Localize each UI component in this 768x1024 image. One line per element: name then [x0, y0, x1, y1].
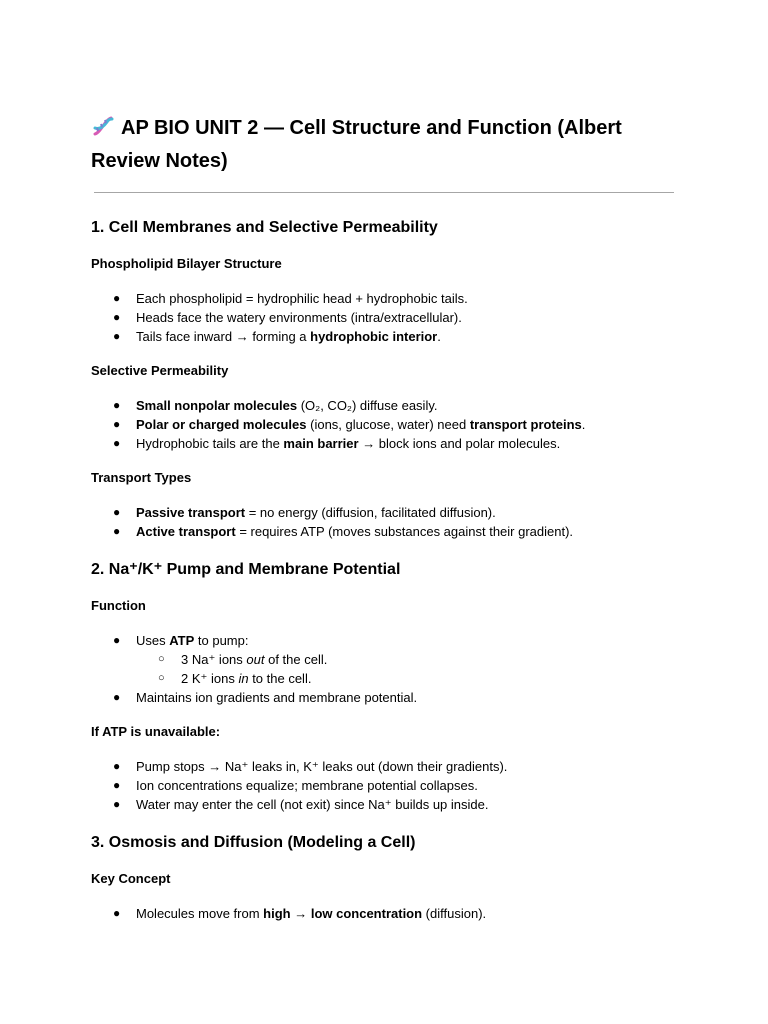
list-transport: [91, 503, 681, 541]
list-item: ● Active transport = requires ATP (moves substances against their gradient).: [113, 524, 574, 539]
bullet-icon: ●: [113, 690, 121, 704]
list-bilayer: [91, 289, 681, 346]
bullet-icon: ●: [113, 759, 121, 773]
document-title: [91, 114, 681, 176]
list-item: ● Maintains ion gradients and membrane potential.: [113, 690, 418, 705]
bullet-icon: ●: [113, 436, 121, 450]
list-no-atp: [91, 757, 681, 814]
hollow-bullet-icon: ○: [158, 653, 165, 665]
list-function: [91, 631, 681, 707]
bullet-icon: ●: [113, 310, 121, 324]
bullet-icon: ●: [113, 291, 121, 305]
list-item: ● Molecules move from high → low concentration (diffusion).: [113, 906, 487, 921]
subheading-no-atp: If ATP is unavailable:: [91, 724, 221, 739]
list-item: ● Small nonpolar molecules (O₂, CO₂) diffuse easily.: [113, 398, 438, 413]
bullet-icon: ●: [113, 524, 121, 538]
list-item-nested: ○ 3 Na⁺ ions out of the cell.: [158, 652, 328, 667]
subheading-key-concept: Key Concept: [91, 871, 171, 886]
document-page: [91, 114, 681, 923]
subheading-transport: Transport Types: [91, 470, 192, 485]
dna-icon: [91, 114, 115, 147]
list-item: ● Polar or charged molecules (ions, glucose, water) need transport proteins.: [113, 417, 586, 432]
list-key-concept: [91, 904, 681, 923]
bullet-icon: ●: [113, 797, 121, 811]
subheading-permeability: Selective Permeability: [91, 363, 229, 378]
list-item: ● Uses ATP to pump:: [113, 633, 249, 648]
list-item: ● Tails face inward → forming a hydrophobic interior.: [113, 329, 441, 344]
bullet-icon: ●: [113, 778, 121, 792]
list-permeability: [91, 396, 681, 453]
section-heading-3: 3. Osmosis and Diffusion (Modeling a Cell): [91, 834, 416, 851]
list-item-nested: ○ 2 K⁺ ions in to the cell.: [158, 671, 312, 686]
hollow-bullet-icon: ○: [158, 672, 165, 684]
bullet-icon: ●: [113, 633, 121, 647]
bullet-icon: ●: [113, 398, 121, 412]
bullet-icon: ●: [113, 505, 121, 519]
horizontal-rule: [94, 192, 674, 193]
subheading-bilayer: Phospholipid Bilayer Structure: [91, 256, 282, 271]
bullet-icon: ●: [113, 417, 121, 431]
subheading-function: Function: [91, 598, 146, 613]
bullet-icon: ●: [113, 906, 121, 920]
list-item: ● Pump stops → Na⁺ leaks in, K⁺ leaks out (down their gradients).: [113, 759, 508, 774]
bullet-icon: ●: [113, 329, 121, 343]
section-heading-1: 1. Cell Membranes and Selective Permeability: [91, 219, 438, 236]
list-item: ● Passive transport = no energy (diffusion, facilitated diffusion).: [113, 505, 496, 520]
list-item: ● Hydrophobic tails are the main barrier → block ions and polar molecules.: [113, 436, 561, 451]
title-text: AP BIO UNIT 2 — Cell Structure and Function (Albert Review Notes): [91, 117, 622, 172]
section-heading-2: 2. Na⁺/K⁺ Pump and Membrane Potential: [91, 561, 401, 578]
list-item: ● Heads face the watery environments (intra/extracellular).: [113, 310, 462, 325]
list-item: ● Water may enter the cell (not exit) since Na⁺ builds up inside.: [113, 797, 489, 812]
list-item: ● Each phospholipid = hydrophilic head + hydrophobic tails.: [113, 291, 468, 306]
list-item: ● Ion concentrations equalize; membrane potential collapses.: [113, 778, 478, 793]
